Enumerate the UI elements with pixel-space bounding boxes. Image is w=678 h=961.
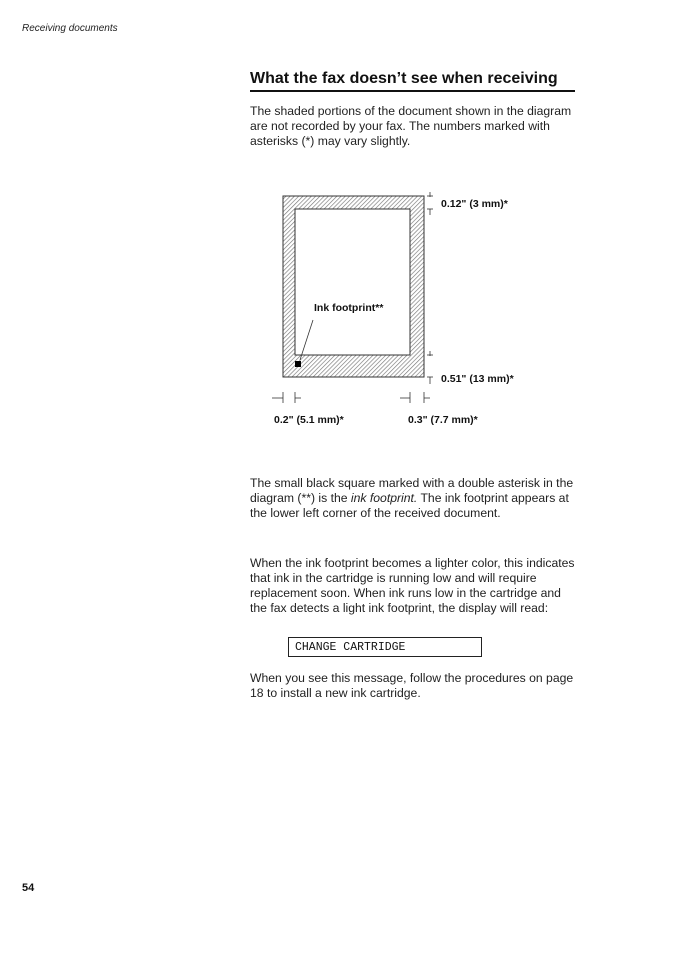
- ink-footprint-label: Ink footprint**: [314, 302, 384, 314]
- recorded-area: [295, 209, 410, 355]
- replacement-paragraph: When you see this message, follow the procedures on page 18 to install a new ink cartridge.: [250, 671, 574, 700]
- low-ink-paragraph: When the ink footprint becomes a lighter color, this indicates that ink in the cartridge is running low and will require replacement soon. When ink runs low in the cartridge and the fax detects a light ink footprint, the display will read:: [250, 556, 575, 615]
- running-header: Receiving documents: [22, 23, 118, 34]
- lcd-display-message: [288, 637, 482, 657]
- top-margin-label: 0.12" (3 mm)*: [441, 198, 508, 210]
- section-title: What the fax doesn’t see when receiving: [250, 70, 575, 92]
- margin-diagram: [250, 185, 580, 445]
- ink-footprint-square: [295, 361, 301, 367]
- ink-footprint-text-start: The small black square marked with a double asterisk in the diagram (**) is the: [250, 476, 574, 505]
- intro-paragraph: The shaded portions of the document shown in the diagram are not recorded by your fax. The numbers marked with asterisks (*) may vary slightly.: [250, 104, 572, 148]
- ink-footprint-term: ink footprint.: [350, 491, 418, 505]
- page-number: 54: [22, 882, 35, 894]
- ink-footprint-text-end: The ink footprint appears at the lower left corner of the received document.: [250, 491, 569, 520]
- page-margin-illustration: [250, 185, 580, 445]
- bottom-margin-label: 0.51" (13 mm)*: [441, 373, 514, 385]
- ink-footprint-paragraph: [250, 476, 580, 521]
- left-margin-label: 0.2" (5.1 mm)*: [274, 414, 344, 426]
- display-message-text: CHANGE CARTRIDGE: [295, 641, 406, 654]
- right-margin-label: 0.3" (7.7 mm)*: [408, 414, 478, 426]
